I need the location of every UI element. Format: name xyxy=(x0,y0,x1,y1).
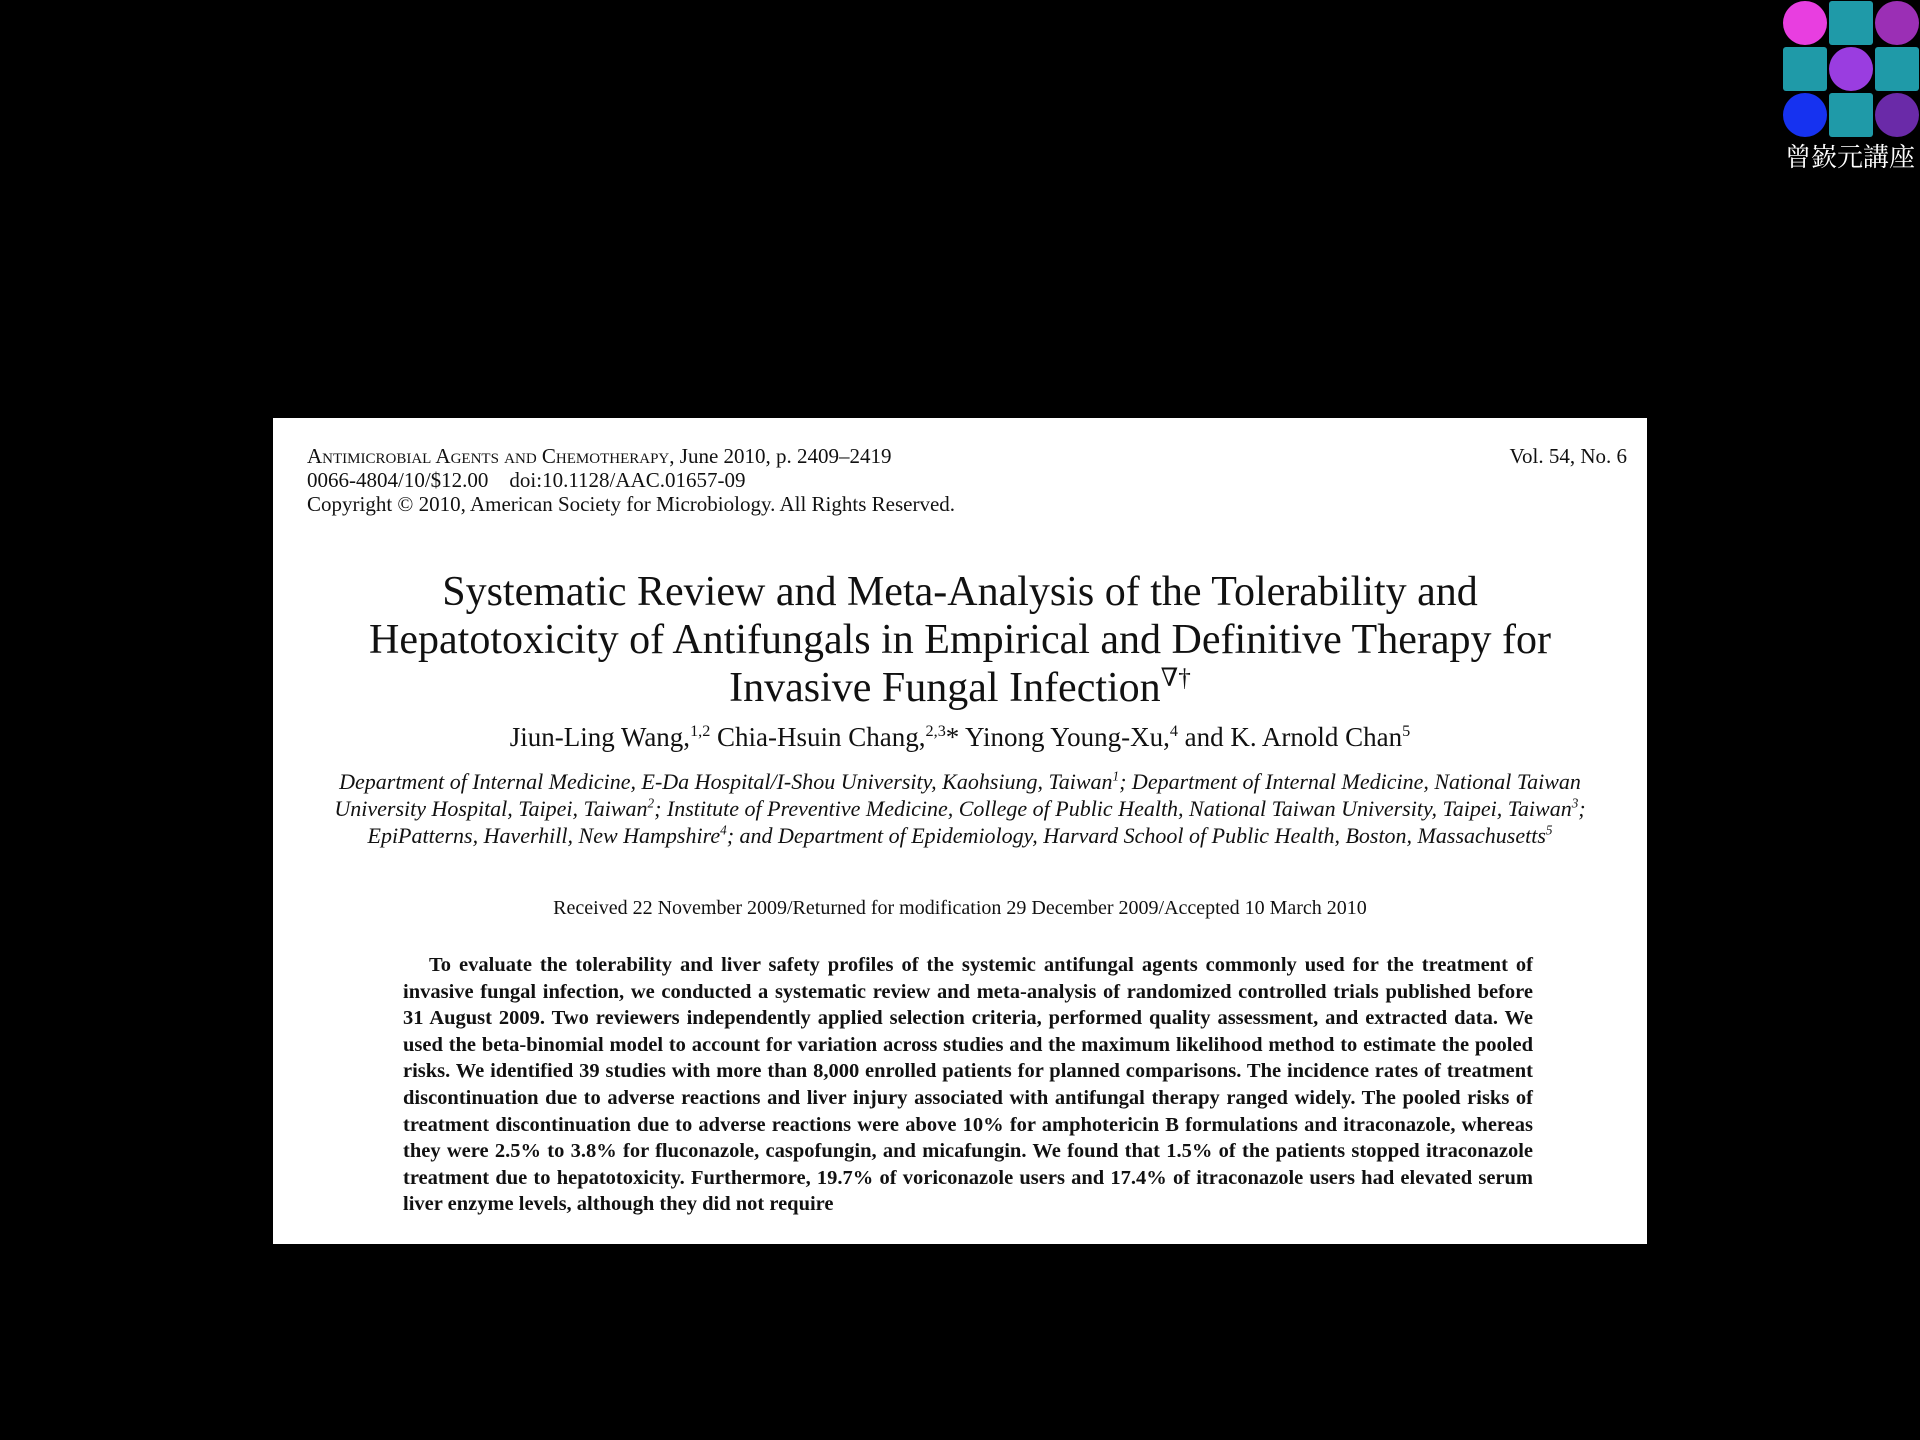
author-affiliation-number: 1,2 xyxy=(690,722,711,740)
logo-cell xyxy=(1875,1,1919,45)
affiliation-text: ; Department of Internal Medicine, National Taiwan University Hospital, Taipei, Taiwan xyxy=(334,769,1581,821)
logo-mark xyxy=(1780,0,1920,140)
author-name: and K. Arnold Chan xyxy=(1177,722,1403,752)
affiliation-text: ; and Department of Epidemiology, Harvard School of Public Health, Boston, Massachusetts xyxy=(726,823,1546,848)
affiliation-number: 3 xyxy=(1571,795,1579,811)
affiliation-number: 4 xyxy=(720,822,727,838)
logo-cell xyxy=(1829,93,1873,137)
logo-cell xyxy=(1875,93,1919,137)
journal-doi-line: 0066-4804/10/$12.00 doi:10.1128/AAC.01657-09 xyxy=(307,468,746,492)
logo-cell xyxy=(1829,1,1873,45)
journal-citation-line xyxy=(307,444,955,468)
volume-number: Vol. 54, No. 6 xyxy=(1509,444,1627,468)
author-affiliation-number: 5 xyxy=(1402,722,1411,740)
logo-cell xyxy=(1783,47,1827,91)
logo-cell xyxy=(1875,47,1919,91)
lecture-logo xyxy=(1780,0,1920,180)
logo-cell xyxy=(1783,1,1827,45)
copyright-line: Copyright © 2010, American Society for Microbiology. All Rights Reserved. xyxy=(307,492,956,516)
journal-issue: , June 2010, p. 2409–2419 xyxy=(669,444,892,468)
affiliation-text: ; Institute of Preventive Medicine, College of Public Health, National Taiwan University, Taipei, Taiwan xyxy=(654,796,1572,821)
author-name: * Yinong Young-Xu, xyxy=(945,722,1170,752)
affiliation-number: 2 xyxy=(647,795,655,811)
affiliation-text: ; EpiPatterns, Haverhill, New Hampshire xyxy=(367,796,1586,848)
journal-name: Antimicrobial Agents and Chemotherapy xyxy=(307,444,670,468)
author-affiliation-number: 2,3 xyxy=(925,722,946,740)
paper-page xyxy=(273,418,1647,1244)
title-footnote-marks: ∇† xyxy=(1160,665,1191,692)
abstract: To evaluate the tolerability and liver safety profiles of the systemic antifungal agents commonly used for the treatment of invasive fungal infection, we conducted a systematic review and meta-analysis of randomized controlled trials published before 31 August 2009. Two reviewers independently applied selection criteria, performed quality assessment, and extracted data. We used the beta-binomial model to account for variation across studies and the maximum likelihood method to estimate the pooled risks. We identified 39 studies with more than 8,000 enrolled patients for planned comparisons. The incidence rates of treatment discontinuation due to adverse reactions and liver injury associated with antifungal therapy ranged widely. The pooled risks of treatment discontinuation due to adverse reactions were above 10% for amphotericin B formulations and itraconazole, whereas they were 2.5% to 3.8% for fluconazole, caspofungin, and micafungin. We found that 1.5% of the patients stopped itraconazole treatment due to hepatotoxicity. Furthermore, 19.7% of voriconazole users and 17.4% of itraconazole users had elevated serum liver enzyme levels, although they did not require xyxy=(403,954,1533,1216)
author-name: Chia-Hsuin Chang, xyxy=(710,722,926,752)
author-list xyxy=(273,720,1647,754)
article-title xyxy=(333,568,1587,712)
logo-text: 曾嶔元講座 xyxy=(1784,143,1915,173)
logo-cell xyxy=(1783,93,1827,137)
article-title-text: Systematic Review and Meta-Analysis of the Tolerability and Hepatotoxicity of Antifungals in Empirical and Definitive Therapy for Invasive Fungal Infection xyxy=(369,569,1551,711)
journal-header xyxy=(307,444,955,516)
author-name: Jiun-Ling Wang, xyxy=(509,722,691,752)
received-dates: Received 22 November 2009/Returned for modification 29 December 2009/Accepted 10 March 2010 xyxy=(553,897,1367,919)
author-affiliation-number: 4 xyxy=(1169,722,1178,740)
affiliation-number: 1 xyxy=(1112,768,1120,784)
affiliation-text: Department of Internal Medicine, E-Da Hospital/I-Shou University, Kaohsiung, Taiwan xyxy=(339,769,1113,794)
logo-cell xyxy=(1829,47,1873,91)
affiliations xyxy=(333,768,1587,849)
affiliation-number: 5 xyxy=(1545,822,1553,838)
